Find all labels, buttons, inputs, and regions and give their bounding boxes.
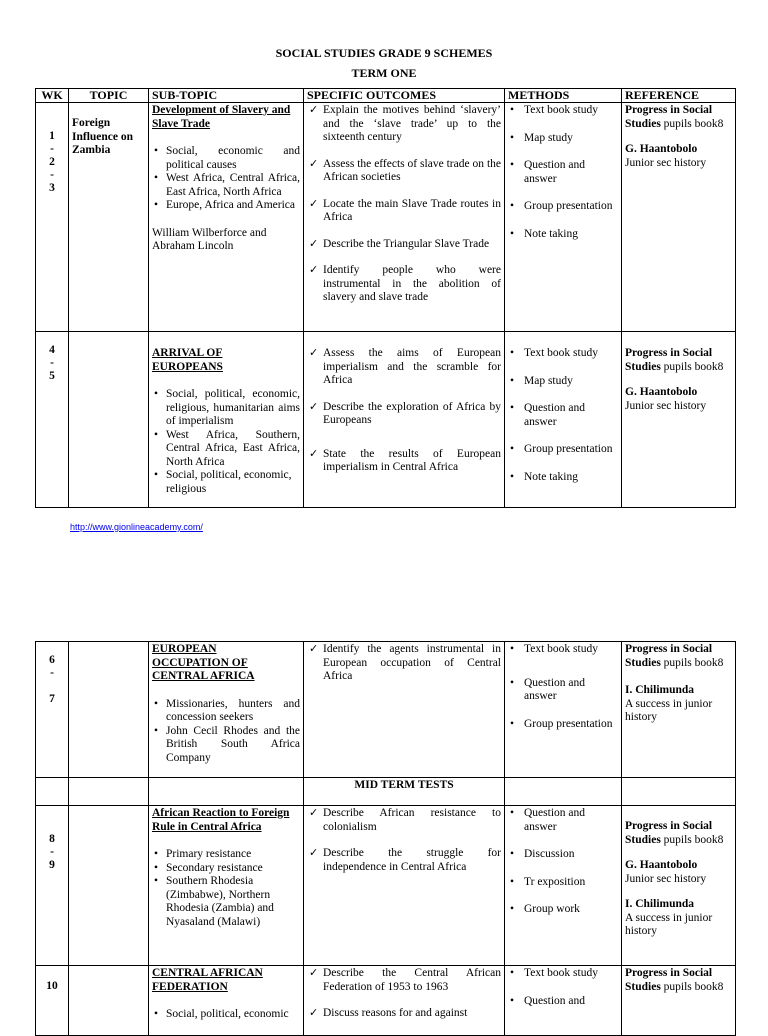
list-item: • Secondary resistance — [166, 862, 300, 876]
reference-cell — [622, 332, 736, 508]
reference-title: Progress in Social Studies — [625, 643, 713, 669]
list-item: • Note taking — [524, 228, 618, 242]
methods-cell — [505, 642, 622, 778]
list-item: ✓ Assess the aims of European imperialism and the scramble for Africa — [323, 347, 501, 388]
table-row — [36, 806, 736, 966]
reference-text: Junior sec history — [625, 399, 707, 412]
column-header-topic: TOPIC — [69, 89, 149, 103]
topic-cell — [69, 642, 149, 778]
subtopic-cell — [149, 332, 304, 508]
table-row — [36, 332, 736, 508]
subtopic-cell — [149, 103, 304, 332]
list-item: ✓ Explain the motives behind ‘slavery’ and the ‘slave trade’ up to the sixteenth century — [323, 104, 501, 145]
list-item: • Text book study — [524, 347, 618, 361]
list-item: • Text book study — [524, 967, 618, 981]
website-link[interactable]: http://www.gionlineacademy.com/ — [70, 522, 203, 532]
methods-cell — [505, 806, 622, 966]
list-item: • Group presentation — [524, 200, 618, 214]
subtopic-cell — [149, 966, 304, 1036]
outcomes-cell — [304, 332, 505, 508]
list-item: • Note taking — [524, 471, 618, 485]
list-item: • West Africa, Central Africa, East Africa, North Africa — [166, 172, 300, 199]
list-item: • Map study — [524, 132, 618, 146]
list-item: ✓ Describe the Triangular Slave Trade — [323, 238, 501, 252]
list-item: ✓ Assess the effects of slave trade on the African societies — [323, 158, 501, 185]
list-item: • Primary resistance — [166, 848, 300, 862]
outcomes-cell — [304, 642, 505, 778]
list-item: • John Cecil Rhodes and the British South Africa Company — [166, 725, 300, 766]
table-row — [36, 642, 736, 778]
subtopic-title: ARRIVAL OF EUROPEANS — [152, 347, 223, 373]
list-item: • Group presentation — [524, 718, 618, 732]
week-cell: 10 — [36, 966, 69, 1036]
list-item: ✓ Identify the agents instrumental in European occupation of Central Africa — [323, 643, 501, 684]
list-item: ✓ Discuss reasons for and against — [323, 1007, 501, 1021]
topic-cell — [69, 332, 149, 508]
reference-cell — [622, 642, 736, 778]
reference-title: G. Haantobolo — [625, 859, 698, 871]
reference-title: Progress in Social Studies — [625, 347, 713, 373]
column-header-reference: REFERENCE — [622, 89, 736, 103]
list-item: • Question and answer — [524, 402, 618, 429]
list-item: • Map study — [524, 375, 618, 389]
reference-title: I. Chilimunda — [625, 684, 695, 696]
table-row — [36, 966, 736, 1036]
list-item: • Social, political, economic, religious, humanitarian aims of imperialism — [166, 388, 300, 429]
list-item: • Tr exposition — [524, 876, 618, 890]
reference-text: Junior sec history — [625, 156, 707, 169]
reference-title: G. Haantobolo — [625, 143, 698, 155]
midterm-label: MID TERM TESTS — [304, 778, 505, 806]
reference-cell — [622, 806, 736, 966]
list-item: • Southern Rhodesia (Zimbabwe), Northern Rhodesia (Zambia) and Nyasaland (Malawi) — [166, 875, 300, 929]
reference-text: Junior sec history — [625, 872, 707, 885]
list-item: • West Africa, Southern, Central Africa, East Africa, North Africa — [166, 429, 300, 470]
outcomes-cell — [304, 103, 505, 332]
list-item: • Question and answer — [524, 677, 618, 704]
list-item: • Missionaries, hunters and concession seekers — [166, 698, 300, 725]
list-item: ✓ Describe the exploration of Africa by Europeans — [323, 401, 501, 428]
list-item: • Europe, Africa and America — [166, 199, 300, 213]
topic-cell — [69, 966, 149, 1036]
reference-title: Progress in Social Studies — [625, 104, 713, 130]
term-heading: TERM ONE — [351, 66, 417, 80]
list-item: • Discussion — [524, 848, 618, 862]
reference-text: pupils book8 — [660, 360, 724, 373]
list-item: • Text book study — [524, 104, 618, 118]
list-item: • Group work — [524, 903, 618, 917]
list-item: ✓ Locate the main Slave Trade routes in Africa — [323, 198, 501, 225]
week-cell: 1 - 2 - 3 — [36, 103, 69, 332]
topic-cell: Foreign Influence on Zambia — [69, 103, 149, 332]
scheme-table-page-2 — [35, 641, 736, 1036]
reference-title: Progress in Social Studies — [625, 820, 713, 846]
list-item: • Question and answer — [524, 807, 618, 834]
subtopic-cell — [149, 806, 304, 966]
column-header-subtopic: SUB-TOPIC — [149, 89, 304, 103]
list-item: • Social, political, economic — [166, 1008, 300, 1022]
list-item: • Question and — [524, 995, 618, 1009]
column-header-outcomes: SPECIFIC OUTCOMES — [304, 89, 505, 103]
reference-text: pupils book8 — [660, 833, 724, 846]
reference-cell — [622, 966, 736, 1036]
list-item: • Social, political, economic, religious — [166, 469, 300, 496]
list-item: • Question and answer — [524, 159, 618, 186]
reference-text: pupils book8 — [660, 117, 724, 130]
week-cell: 8 - 9 — [36, 806, 69, 966]
list-item: ✓ Describe the struggle for independence in Central Africa — [323, 847, 501, 874]
reference-text: A success in junior history — [625, 697, 713, 723]
reference-title: I. Chilimunda — [625, 898, 695, 910]
reference-text: pupils book8 — [660, 980, 724, 993]
topic-cell — [69, 806, 149, 966]
table-header-row — [36, 89, 736, 103]
reference-text: A success in junior history — [625, 911, 713, 937]
scheme-table-page-1 — [35, 88, 736, 508]
methods-cell — [505, 103, 622, 332]
outcomes-cell — [304, 966, 505, 1036]
subtopic-title: Development of Slavery and Slave Trade — [152, 104, 291, 130]
reference-title: G. Haantobolo — [625, 386, 698, 398]
reference-text: pupils book8 — [660, 656, 724, 669]
subtopic-extra: William Wilberforce and Abraham Lincoln — [152, 226, 267, 252]
list-item: ✓ Describe the Central African Federation of 1953 to 1963 — [323, 967, 501, 994]
methods-cell — [505, 332, 622, 508]
week-cell: 6 - 7 — [36, 642, 69, 778]
midterm-row — [36, 778, 736, 806]
subtopic-title: EUROPEAN OCCUPATION OF CENTRAL AFRICA — [152, 643, 255, 682]
list-item: ✓ Describe African resistance to colonialism — [323, 807, 501, 834]
list-item: • Social, economic and political causes — [166, 145, 300, 172]
list-item: • Text book study — [524, 643, 618, 657]
subtopic-cell — [149, 642, 304, 778]
list-item: • Group presentation — [524, 443, 618, 457]
document-title: SOCIAL STUDIES GRADE 9 SCHEMES — [275, 46, 493, 60]
list-item: ✓ State the results of European imperialism in Central Africa — [323, 448, 501, 475]
list-item: ✓ Identify people who were instrumental in the abolition of slavery and slave trade — [323, 264, 501, 305]
subtopic-title: African Reaction to Foreign Rule in Central Africa — [152, 807, 290, 833]
reference-cell — [622, 103, 736, 332]
column-header-methods: METHODS — [505, 89, 622, 103]
column-header-wk: WK — [36, 89, 69, 103]
table-row — [36, 103, 736, 332]
methods-cell — [505, 966, 622, 1036]
subtopic-title: CENTRAL AFRICAN FEDERATION — [152, 967, 263, 993]
reference-title: Progress in Social Studies — [625, 967, 713, 993]
week-cell: 4 - 5 — [36, 332, 69, 508]
outcomes-cell — [304, 806, 505, 966]
